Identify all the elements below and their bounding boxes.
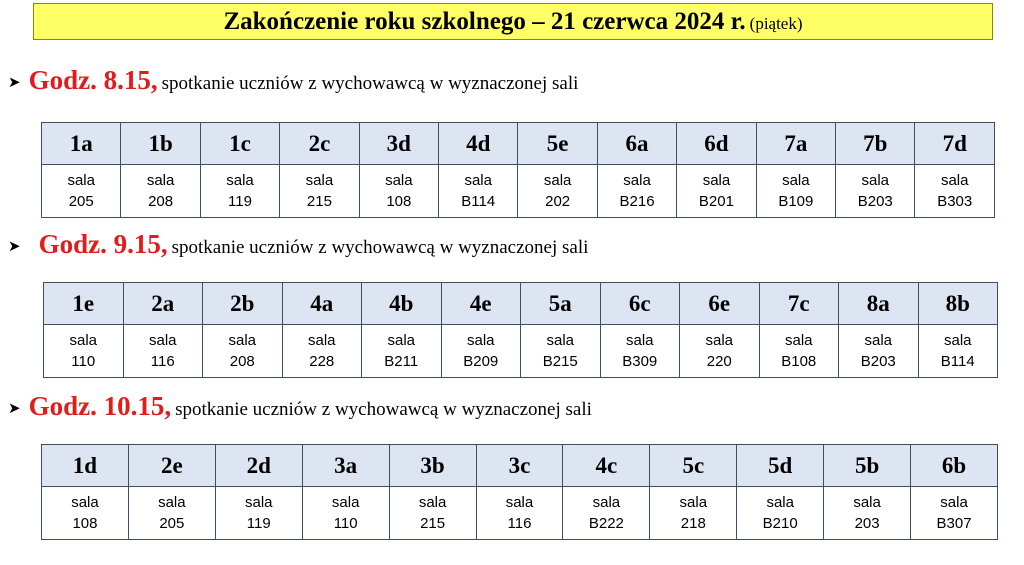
room-word: sala — [592, 494, 621, 511]
schedule-table-3 — [41, 444, 998, 540]
class-label: 1d — [42, 445, 129, 487]
class-label: 6e — [680, 283, 760, 325]
room-cell — [597, 165, 676, 218]
room-number: 203 — [854, 515, 880, 532]
room-cell — [650, 487, 737, 540]
room-word: sala — [331, 494, 360, 511]
class-label: 2c — [280, 123, 359, 165]
room-number: 205 — [68, 193, 94, 210]
room-cell — [42, 165, 121, 218]
room-word: sala — [71, 494, 99, 511]
room-word: sala — [466, 332, 495, 349]
room-number: 108 — [386, 193, 412, 210]
room-number: B222 — [588, 515, 624, 532]
class-label: 7b — [836, 123, 915, 165]
room-word: sala — [940, 172, 969, 189]
room-number: 110 — [71, 353, 96, 370]
class-label: 5c — [650, 445, 737, 487]
class-label: 5b — [824, 445, 911, 487]
room-cell — [44, 325, 124, 378]
class-label: 8a — [839, 283, 919, 325]
room-cell — [915, 165, 995, 218]
room-number: B307 — [936, 515, 972, 532]
room-word: sala — [623, 172, 651, 189]
class-label: 6d — [677, 123, 756, 165]
room-word: sala — [67, 172, 95, 189]
class-label: 3a — [302, 445, 389, 487]
session-description: spotkanie uczniów z wychowawcą w wyznaczonej sali — [171, 237, 589, 258]
room-cell — [359, 165, 438, 218]
room-cell — [476, 487, 563, 540]
room-cell — [600, 325, 680, 378]
room-cell — [521, 325, 601, 378]
room-row — [42, 487, 998, 540]
arrow-bullet-icon: ➤ — [8, 401, 21, 418]
room-number: 220 — [706, 353, 732, 370]
room-cell — [42, 487, 129, 540]
room-cell — [121, 165, 200, 218]
class-label: 5d — [737, 445, 824, 487]
room-number: 110 — [333, 515, 358, 532]
room-number: B114 — [940, 353, 975, 370]
page-title-banner — [33, 3, 993, 40]
room-number: B203 — [857, 193, 893, 210]
session-heading-2 — [8, 228, 588, 260]
room-row — [42, 165, 995, 218]
room-cell — [123, 325, 203, 378]
class-label: 4b — [362, 283, 442, 325]
room-number: 215 — [306, 193, 332, 210]
room-word: sala — [766, 494, 794, 511]
room-cell — [677, 165, 756, 218]
class-header-row — [44, 283, 998, 325]
room-cell — [280, 165, 359, 218]
class-label: 6c — [600, 283, 680, 325]
room-cell — [839, 325, 919, 378]
room-word: sala — [387, 332, 416, 349]
class-label: 5a — [521, 283, 601, 325]
room-cell — [441, 325, 521, 378]
room-word: sala — [226, 172, 254, 189]
session-heading-3 — [8, 390, 592, 422]
room-word: sala — [543, 172, 572, 189]
room-cell — [215, 487, 302, 540]
room-cell — [518, 165, 597, 218]
room-number: 208 — [229, 353, 255, 370]
room-number: 218 — [680, 515, 706, 532]
room-word: sala — [625, 332, 654, 349]
arrow-bullet-icon: ➤ — [8, 239, 21, 256]
arrow-bullet-icon: ➤ — [8, 75, 21, 92]
class-label: 6a — [597, 123, 676, 165]
room-word: sala — [305, 172, 334, 189]
room-number: 116 — [507, 515, 532, 532]
room-word: sala — [679, 494, 708, 511]
room-number: B209 — [463, 353, 499, 370]
class-label: 3d — [359, 123, 438, 165]
class-label: 7d — [915, 123, 995, 165]
class-label: 2b — [203, 283, 283, 325]
class-label: 2a — [123, 283, 203, 325]
room-cell — [918, 325, 998, 378]
room-word: sala — [418, 494, 447, 511]
class-label: 2d — [215, 445, 302, 487]
class-label: 8b — [918, 283, 998, 325]
room-word: sala — [69, 332, 98, 349]
room-number: B216 — [619, 193, 655, 210]
room-word: sala — [864, 332, 893, 349]
session-description: spotkanie uczniów z wychowawcą w wyznaczonej sali — [175, 399, 592, 420]
room-cell — [756, 165, 835, 218]
room-number: B201 — [698, 193, 734, 210]
session-time: Godz. 10.15, — [28, 391, 172, 421]
class-label: 3b — [389, 445, 476, 487]
class-label: 2e — [128, 445, 215, 487]
class-label: 1c — [200, 123, 279, 165]
class-label: 1a — [42, 123, 121, 165]
class-header-row — [42, 445, 998, 487]
class-label: 4a — [282, 283, 362, 325]
room-number: 119 — [228, 193, 252, 210]
class-label: 6b — [911, 445, 998, 487]
room-cell — [362, 325, 442, 378]
room-word: sala — [146, 172, 175, 189]
room-word: sala — [385, 172, 413, 189]
class-label: 1e — [44, 283, 124, 325]
room-number: 202 — [545, 193, 571, 210]
room-word: sala — [307, 332, 336, 349]
room-number: B211 — [384, 353, 419, 370]
session-heading-1 — [8, 64, 578, 96]
room-number: B210 — [762, 515, 798, 532]
room-word: sala — [546, 332, 575, 349]
room-number: 215 — [420, 515, 446, 532]
room-word: sala — [782, 172, 810, 189]
room-cell — [759, 325, 839, 378]
room-number: 205 — [159, 515, 185, 532]
room-cell — [737, 487, 824, 540]
room-number: B108 — [781, 353, 817, 370]
page-title-day: (piątek) — [749, 14, 803, 33]
room-row — [44, 325, 998, 378]
room-word: sala — [853, 494, 881, 511]
room-cell — [128, 487, 215, 540]
class-label: 7a — [756, 123, 835, 165]
room-word: sala — [464, 172, 492, 189]
room-number: B215 — [542, 353, 578, 370]
room-cell — [680, 325, 760, 378]
room-cell — [824, 487, 911, 540]
room-number: 116 — [150, 353, 175, 370]
class-label: 5e — [518, 123, 597, 165]
room-number: B309 — [622, 353, 658, 370]
room-word: sala — [702, 172, 731, 189]
room-word: sala — [228, 332, 257, 349]
class-header-row — [42, 123, 995, 165]
room-number: 228 — [309, 353, 335, 370]
room-cell — [836, 165, 915, 218]
room-word: sala — [505, 494, 534, 511]
session-time: Godz. 9.15, — [38, 229, 168, 259]
room-cell — [389, 487, 476, 540]
room-number: 208 — [148, 193, 174, 210]
room-word: sala — [705, 332, 734, 349]
room-number: 119 — [246, 515, 271, 532]
room-cell — [911, 487, 998, 540]
room-word: sala — [940, 494, 968, 511]
room-word: sala — [148, 332, 177, 349]
room-number: B114 — [461, 193, 496, 210]
room-cell — [200, 165, 279, 218]
class-label: 4d — [439, 123, 518, 165]
room-cell — [282, 325, 362, 378]
room-word: sala — [158, 494, 186, 511]
session-time: Godz. 8.15, — [28, 65, 158, 95]
schedule-table-1 — [41, 122, 995, 218]
room-word: sala — [245, 494, 273, 511]
room-cell — [563, 487, 650, 540]
room-number: 108 — [72, 515, 98, 532]
room-cell — [203, 325, 283, 378]
class-label: 7c — [759, 283, 839, 325]
room-number: B303 — [937, 193, 973, 210]
schedule-table-2 — [43, 282, 998, 378]
room-word: sala — [861, 172, 890, 189]
class-label: 4c — [563, 445, 650, 487]
class-label: 4e — [441, 283, 521, 325]
room-cell — [302, 487, 389, 540]
class-label: 3c — [476, 445, 563, 487]
room-word: sala — [784, 332, 813, 349]
page-title: Zakończenie roku szkolnego – 21 czerwca 2024 r. — [223, 8, 746, 35]
room-cell — [439, 165, 518, 218]
session-description: spotkanie uczniów z wychowawcą w wyznaczonej sali — [161, 73, 579, 94]
room-number: B203 — [860, 353, 896, 370]
room-number: B109 — [778, 193, 814, 210]
class-label: 1b — [121, 123, 200, 165]
room-word: sala — [943, 332, 972, 349]
